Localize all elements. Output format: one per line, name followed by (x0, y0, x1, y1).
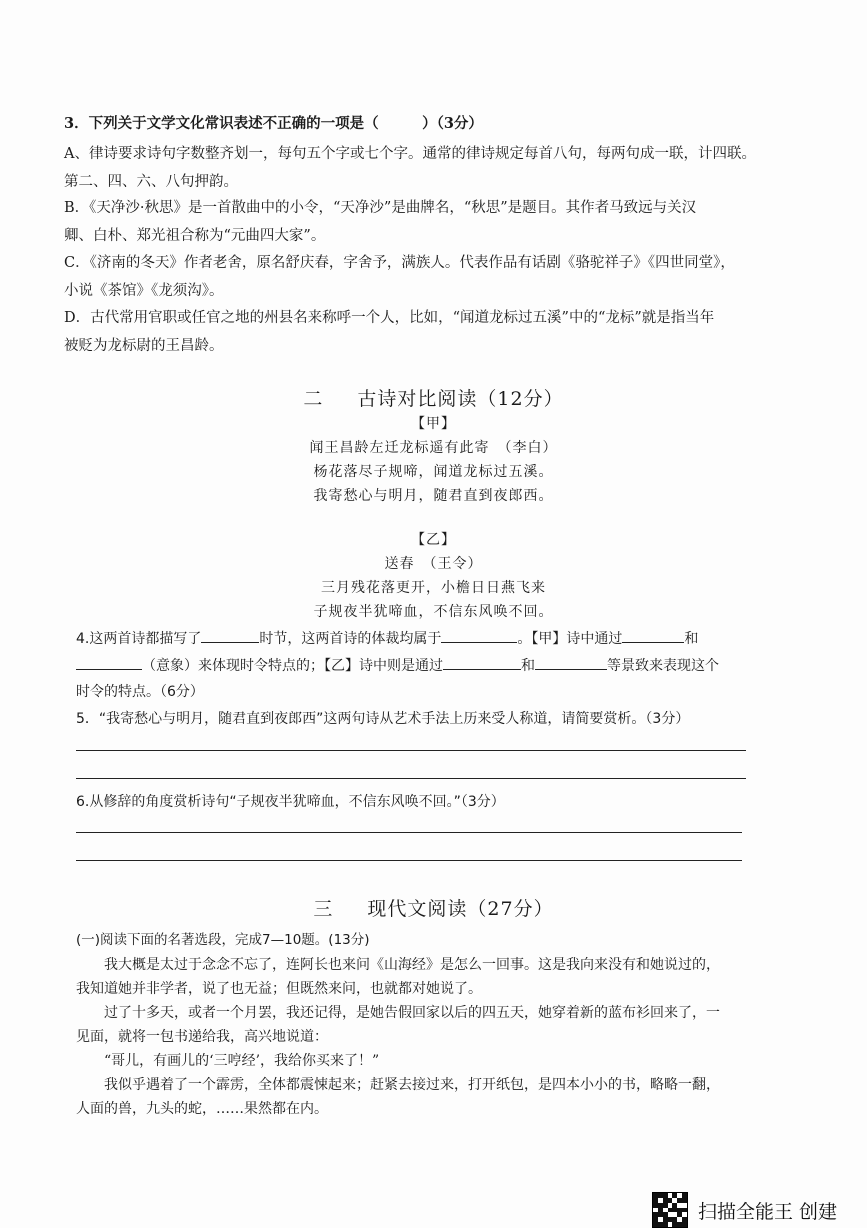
answer-blank-scene-2[interactable] (535, 655, 607, 670)
answer-blank-image-1[interactable] (622, 628, 684, 643)
poem-jia-line-1: 杨花落尽子规啼，闻道龙标过五溪。 (313, 464, 554, 480)
question-3-option-a-line1: A、律诗要求诗句字数整齐划一，每句五个字或七个字。通常的律诗规定每首八句，每两句成一联，计四联。 (64, 146, 756, 162)
question-4-line2 (76, 655, 719, 676)
question-3-stem: 3．下列关于文学文化常识表述不正确的一项是（ ）（3分） (64, 115, 483, 132)
passage-para-1-line-1: 我大概是太过于念念不忘了，连阿长也来问《山海经》是怎么一回事。这是我向来没有和她说过的， (104, 957, 720, 973)
question-5-answer-line-1[interactable] (76, 750, 746, 751)
question-3-option-d-line2: 被贬为龙标尉的王昌龄。 (64, 338, 224, 354)
poem-jia-label: 【甲】 (411, 416, 456, 432)
section-2-title: 古诗对比阅读（12分） (357, 388, 564, 410)
question-4-text-6: 和 (521, 658, 535, 674)
passage-para-4-line-2: 人面的兽，九头的蛇，……果然都在内。 (76, 1101, 328, 1117)
question-3-option-c-line1: C．《济南的冬天》作者老舍，原名舒庆春，字舍予，满族人。代表作品有话剧《骆驼祥子》《四世同堂》， (64, 255, 735, 271)
watermark-text: 扫描全能王 创建 (698, 1200, 838, 1223)
passage-para-3: “哥儿，有画儿的‘三哼经’，我给你买来了！” (104, 1053, 380, 1069)
question-6-answer-line-1[interactable] (76, 832, 742, 833)
qr-code-icon (652, 1192, 688, 1228)
poem-yi-label: 【乙】 (411, 532, 456, 548)
question-4-text-5: （意象）来体现时令特点的；【乙】诗中则是通过 (142, 658, 443, 674)
question-4-text-4: 和 (684, 631, 699, 647)
passage-para-2-line-1: 过了十多天，或者一个月罢，我还记得，是她告假回家以后的四五天，她穿着新的蓝布衫回来了，一 (104, 1005, 720, 1021)
section-3-title: 现代文阅读（27分） (367, 898, 554, 920)
section-3-number: 三 (313, 898, 334, 920)
passage-para-2-line-2: 见面，就将一包书递给我，高兴地说道： (76, 1029, 328, 1045)
poem-yi-title: 送春 （王令） (384, 556, 483, 572)
answer-blank-scene-1[interactable] (443, 655, 521, 670)
question-3-option-b-line1: B．《天净沙·秋思》是一首散曲中的小令，“天净沙”是曲牌名，“秋思”是题目。其作者马致远与关汉 (64, 200, 697, 216)
poem-yi-line-2: 子规夜半犹啼血，不信东风唤不回。 (313, 604, 554, 620)
question-5-stem: 5．“我寄愁心与明月，随君直到夜郎西”这两句诗从艺术手法上历来受人称道，请简要赏析。（3分） (76, 711, 690, 727)
question-3-option-c-line2: 小说《茶馆》《龙须沟》。 (64, 283, 224, 299)
question-4-text-1: 4.这两首诗都描写了 (76, 631, 202, 647)
question-3-option-a-line2: 第二、四、六、八句押韵。 (64, 174, 238, 190)
section-3-subheading: (一)阅读下面的名著选段，完成7—10题。(13分) (76, 932, 370, 948)
question-6-answer-line-2[interactable] (76, 860, 742, 861)
poem-jia-title: 闻王昌龄左迁龙标遥有此寄 （李白） (309, 440, 558, 456)
section-3-heading (0, 896, 867, 922)
question-4-line1 (76, 628, 698, 649)
question-4-text-2: 时节，这两首诗的体裁均属于 (259, 631, 442, 647)
question-3-option-b-line2: 卿、白朴、郑光祖合称为“元曲四大家”。 (64, 228, 326, 244)
question-4-line3: 时令的特点。（6分） (76, 684, 204, 700)
answer-blank-season[interactable] (201, 628, 259, 643)
passage-para-1-line-2: 我知道她并非学者，说了也无益；但既然来问，也就都对她说了。 (76, 981, 482, 997)
scanner-watermark (652, 1192, 837, 1228)
question-4-text-7: 等景致来表现这个 (607, 658, 719, 674)
answer-blank-genre[interactable] (441, 628, 517, 643)
question-5-answer-line-2[interactable] (76, 778, 746, 779)
poem-jia-line-2: 我寄愁心与明月，随君直到夜郎西。 (313, 488, 554, 504)
question-4-text-3: 。【甲】诗中通过 (517, 631, 623, 647)
answer-blank-image-2[interactable] (76, 655, 142, 670)
poem-yi-line-1: 三月残花落更开，小檐日日燕飞来 (321, 580, 546, 596)
question-6-stem: 6.从修辞的角度赏析诗句“子规夜半犹啼血，不信东风唤不回。”（3分） (76, 794, 505, 810)
passage-para-4-line-1: 我似乎遇着了一个霹雳，全体都震悚起来；赶紧去接过来，打开纸包，是四本小小的书，略略一翻， (104, 1077, 720, 1093)
section-2-number: 二 (303, 388, 324, 410)
section-2-heading (0, 386, 867, 412)
question-3-option-d-line1: D．古代常用官职或任官之地的州县名来称呼一个人，比如，“闻道龙标过五溪”中的“龙标”就是指当年 (64, 310, 715, 326)
